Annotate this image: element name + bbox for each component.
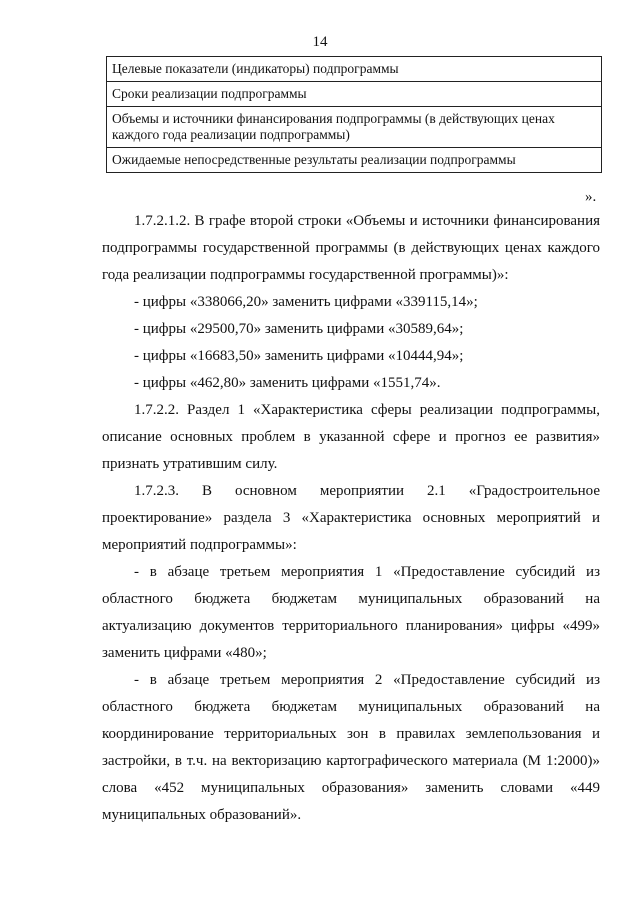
paragraph-1-7-2-3: 1.7.2.3. В основном мероприятии 2.1 «Градостроительное проектирование» раздела 3 «Характеристика основных мероприятий и мероприятий подпрограммы»:: [102, 483, 600, 553]
table-cell: Целевые показатели (индикаторы) подпрограммы: [107, 57, 602, 82]
table-row: [107, 148, 602, 173]
document-body: [102, 208, 600, 829]
paragraph-measure-1: - в абзаце третьем мероприятия 1 «Предоставление субсидий из областного бюджета бюджетам муниципальных образований на актуализацию документов территориального планирования» цифры «499» заменить цифрами «480»;: [102, 564, 600, 661]
list-item: - цифры «29500,70» заменить цифрами «30589,64»;: [134, 321, 464, 337]
table-row: [107, 57, 602, 82]
list-item: - цифры «338066,20» заменить цифрами «339115,14»;: [134, 294, 478, 310]
paragraph-measure-2: - в абзаце третьем мероприятия 2 «Предоставление субсидий из областного бюджета бюджетам муниципальных образований на координирование территориальных зон в правилах землепользования и застройки, в т.ч. на векторизацию картографического материала (М 1:2000)» слова «452 муниципальных образования» заменить словами «449 муниципальных образований».: [102, 672, 600, 823]
page-number: 14: [312, 34, 328, 50]
table-row: [107, 82, 602, 107]
paragraph-1-7-2-2: 1.7.2.2. Раздел 1 «Характеристика сферы реализации подпрограммы, описание основных проблем в указанной сфере и прогноз ее развития» признать утратившим силу.: [102, 402, 600, 472]
table-cell: Объемы и источники финансирования подпрограммы (в действующих ценах каждого года реализации подпрограммы): [107, 107, 602, 148]
table-row: [107, 107, 602, 148]
table-cell: Ожидаемые непосредственные результаты реализации подпрограммы: [107, 148, 602, 173]
list-item: - цифры «16683,50» заменить цифрами «10444,94»;: [134, 348, 464, 364]
paragraph-1-7-2-1-2: 1.7.2.1.2. В графе второй строки «Объемы и источники финансирования подпрограммы государственной программы (в действующих ценах каждого года реализации подпрограммы государственной программы)»:: [102, 213, 600, 283]
subprogram-table: [106, 56, 602, 173]
table-end-quote: ».: [585, 189, 597, 205]
list-item: - цифры «462,80» заменить цифрами «1551,74».: [134, 375, 441, 391]
table-cell: Сроки реализации подпрограммы: [107, 82, 602, 107]
